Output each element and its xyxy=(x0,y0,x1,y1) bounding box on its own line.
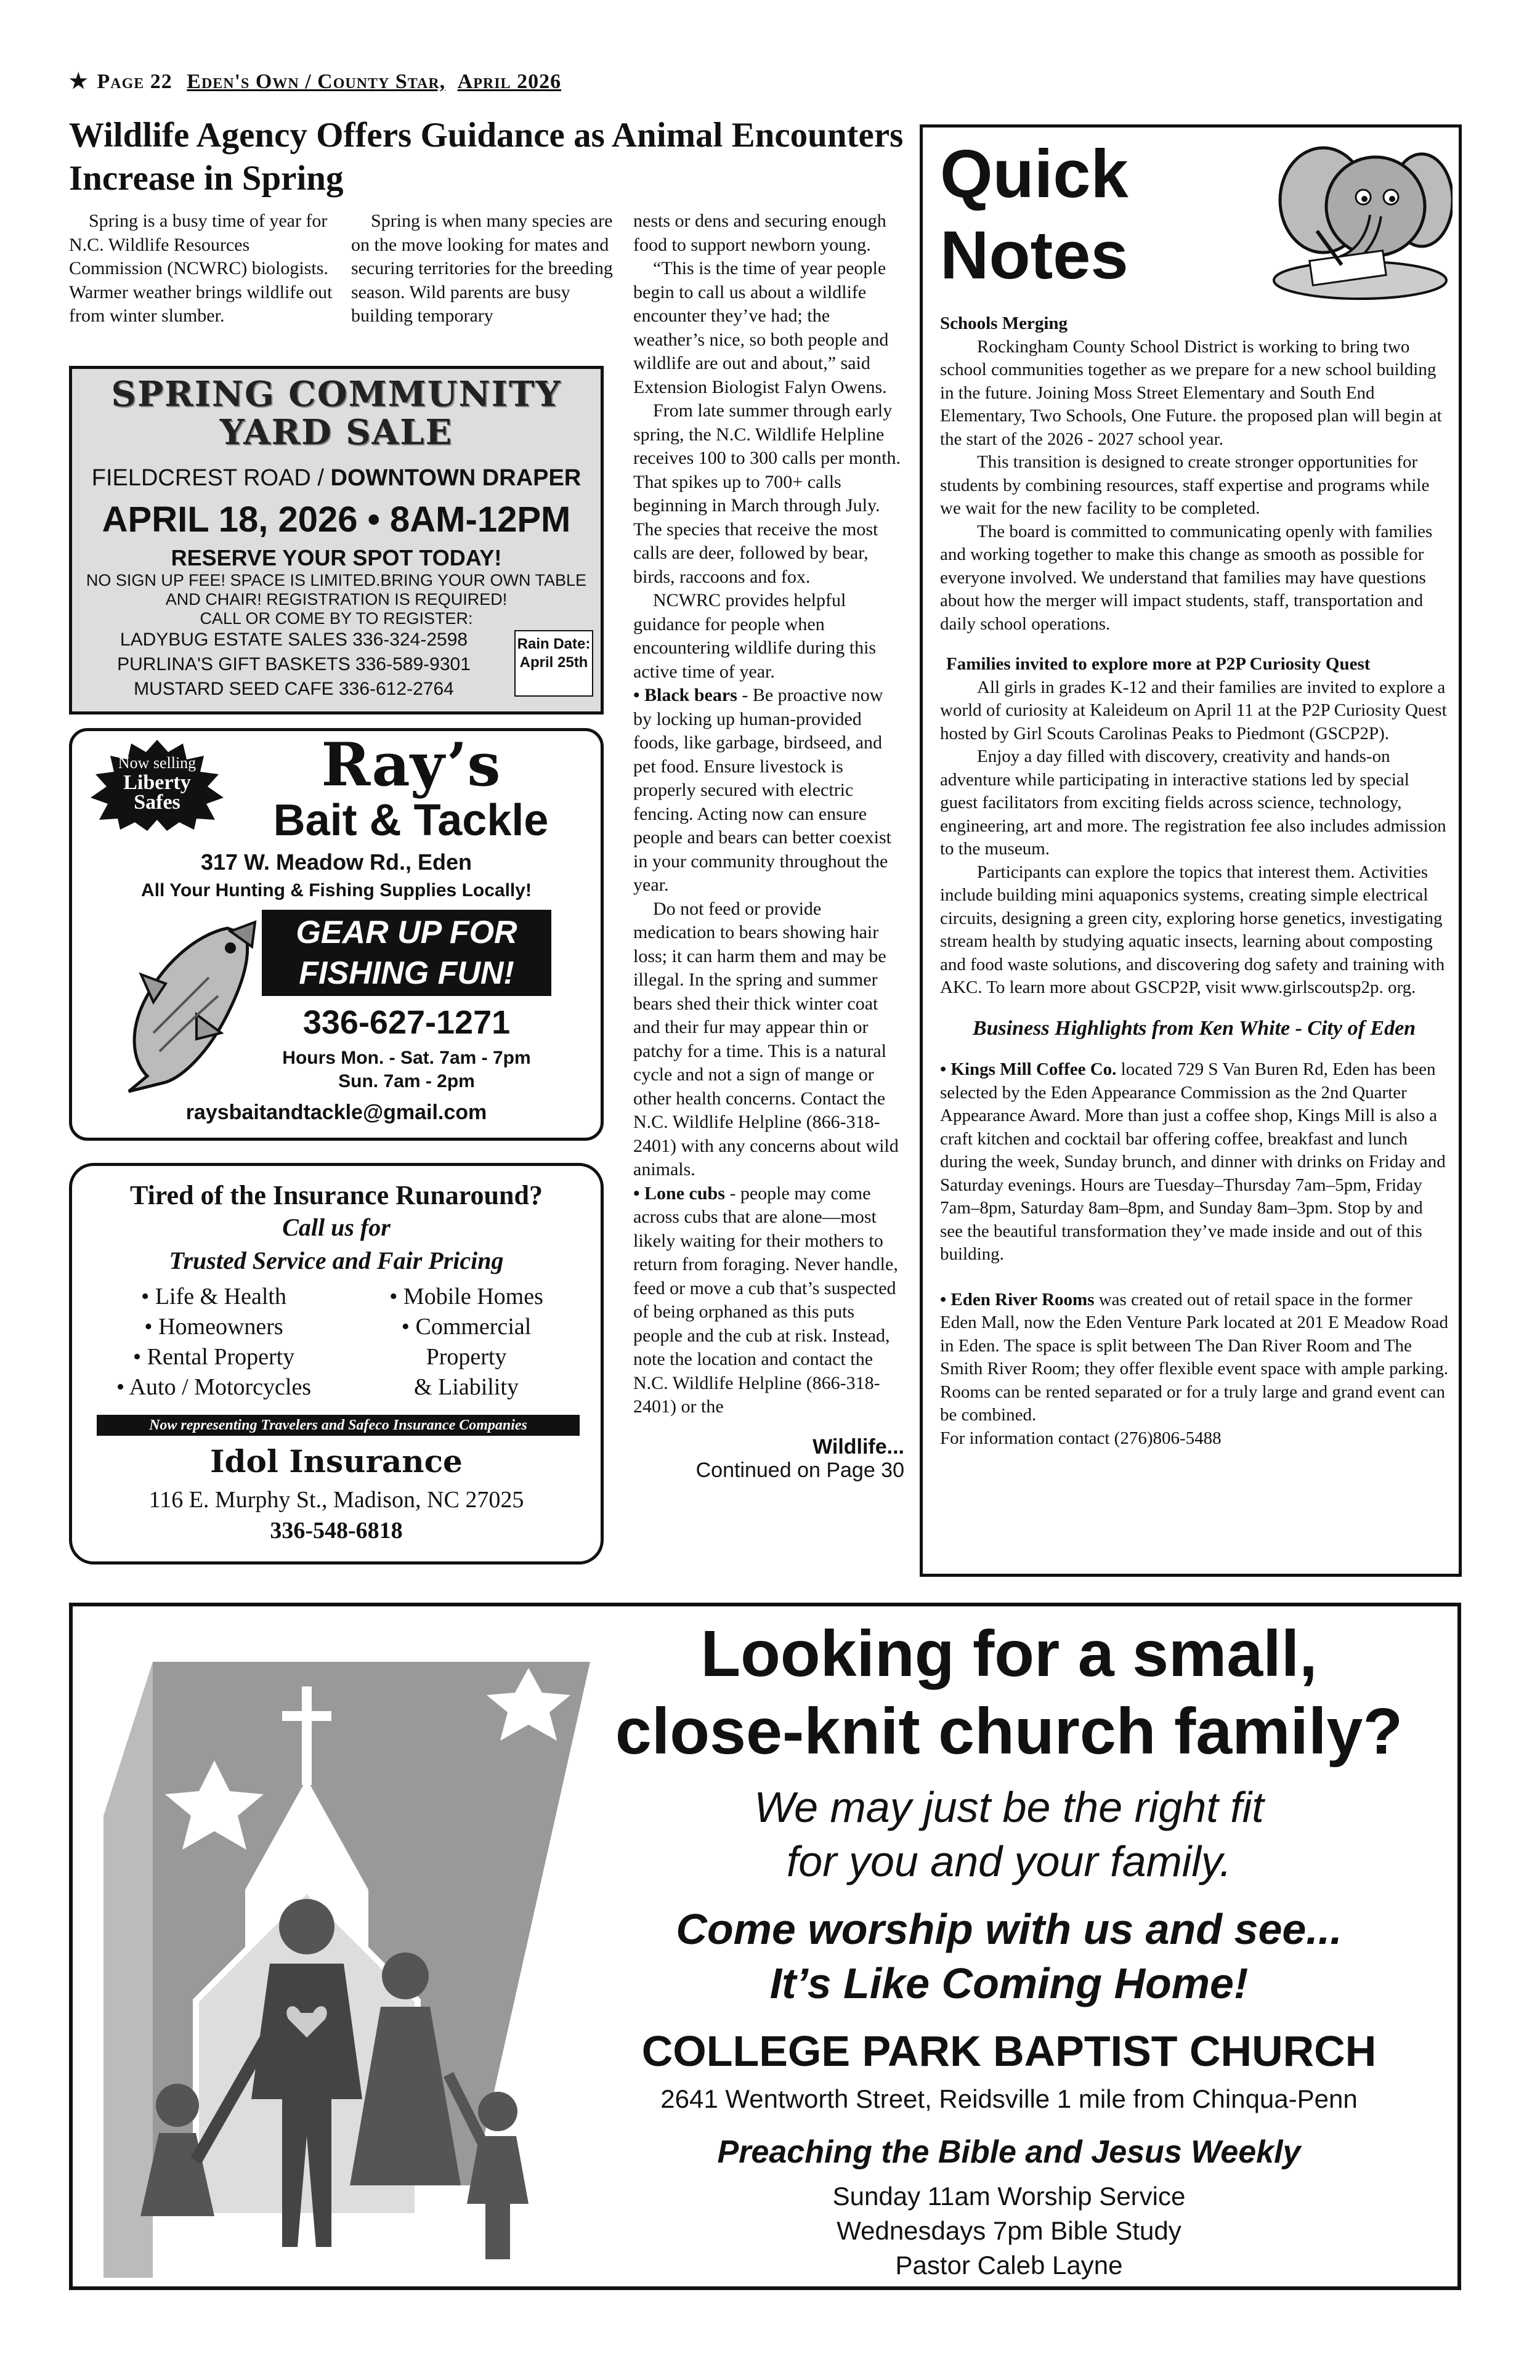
article-column-2 xyxy=(351,209,616,328)
church-address: 2641 Wentworth Street, Reidsville 1 mile from Chinqua-Penn xyxy=(660,2084,1358,2113)
title-line: Quick xyxy=(940,136,1129,212)
quest-heading: Families invited to explore more at P2P Curiosity Quest xyxy=(946,654,1371,674)
page-number: Page 22 xyxy=(97,70,172,93)
rain-date-box xyxy=(514,630,593,697)
badge-text xyxy=(83,753,231,812)
insurance-sub-1: Call us for xyxy=(282,1213,391,1241)
rays-bait-tackle-ad xyxy=(69,728,604,1141)
spacer xyxy=(940,1040,1448,1058)
schools-heading: Schools Merging xyxy=(940,314,1068,333)
insurance-address: 116 E. Murphy St., Madison, NC 27025 xyxy=(148,1487,524,1513)
gear-up-banner xyxy=(262,910,551,996)
rays-hours xyxy=(262,1046,551,1093)
article-paragraph: Spring is a busy time of year for N.C. Wildlife Resources Commission (NCWRC) biologists. Warmer weather brings wildlife out from winter slumber. xyxy=(69,211,333,326)
article-paragraph: Spring is when many species are on the move looking for mates and securing territories for the breeding season. Wild parents are busy building temporary xyxy=(351,211,613,326)
title-line: Notes xyxy=(940,217,1129,293)
hours-line: Hours Mon. - Sat. 7am - 7pm xyxy=(282,1048,531,1068)
publication-name: Eden's Own / County Star, xyxy=(187,70,446,93)
contact-line: PURLINA'S GIFT BASKETS 336-589-9301 xyxy=(117,654,471,674)
note-paragraph: All girls in grades K-12 and their families are invited to explore a world of curiosity at Kaleideum on April 11 at the P2P Curiosity Quest hosted by Girl Scouts Carolinas Peaks to Piedmont (GSCP2P). xyxy=(940,677,1447,743)
rays-title: Ray’s xyxy=(321,730,501,799)
worship-line: Come worship with us and see... xyxy=(676,1905,1342,1953)
article-paragraph: NCWRC provides helpful guidance for people when encountering wildlife during this active time of year. xyxy=(633,590,877,682)
article-column-1 xyxy=(69,209,334,328)
eden-lead: • Eden River Rooms xyxy=(940,1289,1095,1309)
bears-text: - Be proactive now by locking up human-provided foods, like garbage, birdseed, and pet food. Ensure livestock is properly secured with electric fencing. Acting now can ensure people and bears can better coexist in your community throughout the year. xyxy=(633,685,891,895)
article-paragraph-cubs xyxy=(633,1182,904,1419)
article-paragraph-bears xyxy=(633,684,904,897)
note-paragraph: Enjoy a day filled with discovery, creativity and hands-on adventure while participating in interactive stations led by special guest facilitators from exciting fields across science, technology, engineering, art and more. The registration fee also includes admission to the museum. xyxy=(940,747,1446,859)
church-preaching: Preaching the Bible and Jesus Weekly xyxy=(717,2134,1301,2170)
eden-contact: For information contact (276)806-5488 xyxy=(940,1428,1222,1448)
note-paragraph: Participants can explore the topics that interest them. Activities include building mini aquaponics systems, creating simple electrical circuits, designing a green city, exploring horse genetics, investigating stream health by studying aquatic insects, learning about composting and food waste solutions, and discovering dog safety and training with AKC. To learn more about GSCP2P, visit www.girlscoutsp2p. org. xyxy=(940,862,1445,997)
gear-line: GEAR UP FOR xyxy=(296,915,517,950)
issue-date: April 2026 xyxy=(457,70,562,93)
rays-address: 317 W. Meadow Rd., Eden xyxy=(200,849,472,875)
church-ad xyxy=(69,1603,1461,2290)
kings-mill-note xyxy=(940,1058,1448,1266)
church-headline xyxy=(578,1615,1440,1770)
kings-lead: • Kings Mill Coffee Co. xyxy=(940,1059,1117,1079)
worship-line: It’s Like Coming Home! xyxy=(769,1959,1249,2007)
contact-line: LADYBUG ESTATE SALES 336-324-2598 xyxy=(120,629,468,650)
yard-sale-info-3: CALL OR COME BY TO REGISTER: xyxy=(200,609,473,628)
pastor-line: Pastor Caleb Layne xyxy=(895,2251,1123,2280)
article-paragraph: From late summer through early spring, the N.C. Wildlife Helpline receives 100 to 300 calls per month. That spikes up to 700+ calls beginning in March through July. The species that receive the most calls are deer, followed by bear, birds, raccoons and fox. xyxy=(633,400,901,587)
schedule-line: Wednesdays 7pm Bible Study xyxy=(837,2216,1181,2245)
badge-line: Safes xyxy=(134,791,180,814)
yard-sale-date: APRIL 18, 2026 • 8AM-12PM xyxy=(102,500,571,540)
page-header xyxy=(69,69,561,94)
rays-phone: 336-627-1271 xyxy=(302,1004,511,1041)
insurance-list-right xyxy=(343,1282,590,1402)
rays-tagline: All Your Hunting & Fishing Supplies Locally! xyxy=(141,880,532,901)
article-paragraph: nests or dens and securing enough food to support newborn young. xyxy=(633,211,886,255)
rain-label: Rain Date: xyxy=(517,636,591,652)
spacer xyxy=(940,1000,1448,1017)
article-paragraph: Do not feed or provide medication to bears showing hair loss; it can harm them and may be illegal. In the spring and summer bears shed their thick winter coat and their fur may appear thin or patchy for a time. This is a natural cycle and not a sign of mange or other health concerns. Contact the N.C. Wildlife Helpline (866-318-2401) with any concerns about wild animals. xyxy=(633,898,899,1180)
insurance-phone: 336-548-6818 xyxy=(270,1518,403,1544)
cubs-text: - people may come across cubs that are alone—most likely waiting for their mothers to return from foraging. Never handle, feed or move a cub that’s suspected of being orphaned as this puts people and the cub at risk. Instead, note the location and contact the N.C. Wildlife Helpline (866-318-2401) or the xyxy=(633,1183,898,1417)
article-column-3 xyxy=(633,209,904,1483)
quick-notes-body xyxy=(940,312,1448,1450)
idol-insurance-ad xyxy=(69,1163,604,1564)
insurance-name: Idol Insurance xyxy=(210,1443,463,1479)
headline-line: close-knit church family? xyxy=(615,1695,1403,1768)
list-item: • Mobile Homes xyxy=(389,1284,543,1309)
star-icon: ★ xyxy=(69,70,89,93)
list-item: • Homeowners xyxy=(144,1314,283,1340)
note-paragraph: The board is committed to communicating openly with families and working together to make this change as smooth as possible for everyone involved. We understand that families may have questions about how the merger will impact students, staff, transportation and daily school operations. xyxy=(940,521,1433,634)
yard-sale-ad xyxy=(69,366,604,714)
schedule-line: Sunday 11am Worship Service xyxy=(832,2182,1186,2211)
note-paragraph: Rockingham County School District is working to bring two school communities together as we prepare for a new school building in the future. Joining Moss Street Elementary and South End Elementary, Two Schools, One Future. the proposed plan will begin at the start of the 2026 - 2027 school year. xyxy=(940,336,1442,449)
list-item: • Life & Health xyxy=(141,1284,286,1309)
invite-line: for you and your family. xyxy=(786,1837,1232,1885)
liberty-safes-badge xyxy=(83,739,231,831)
quick-notes-box xyxy=(920,124,1462,1577)
yard-sale-title: SPRING COMMUNITY YARD SALE xyxy=(111,374,562,453)
article-headline: Wildlife Agency Offers Guidance as Animal Encounters Increase in Spring xyxy=(69,116,904,198)
bears-lead: • Black bears xyxy=(633,685,737,705)
continued-word: Wildlife... xyxy=(813,1435,904,1459)
list-item: • Commercial xyxy=(401,1314,532,1340)
yard-sale-info-2: AND CHAIR! REGISTRATION IS REQUIRED! xyxy=(165,590,508,609)
quick-notes-title xyxy=(940,134,1129,296)
continued-page: Continued on Page 30 xyxy=(695,1459,904,1482)
fish-illustration xyxy=(104,910,270,1095)
yard-sale-reserve: RESERVE YOUR SPOT TODAY! xyxy=(171,545,502,570)
list-item: • Auto / Motorcycles xyxy=(116,1374,312,1400)
yard-sale-info-1: NO SIGN UP FEE! SPACE IS LIMITED.BRING YOUR OWN TABLE xyxy=(86,571,587,589)
insurance-sub-2: Trusted Service and Fair Pricing xyxy=(169,1247,504,1274)
location-a: FIELDCREST ROAD / xyxy=(91,465,331,491)
church-schedule xyxy=(578,2179,1440,2283)
article-paragraph: “This is the time of year people begin to call us about a wildlife encounter they’ve had; the weather’s nice, so both people and wildlife are out and about,” said Extension Biologist Falyn Owens. xyxy=(633,258,889,397)
gear-line: FISHING FUN! xyxy=(299,955,514,991)
church-invite xyxy=(578,1780,1440,1888)
rain-date: April 25th xyxy=(519,654,588,671)
yard-sale-location xyxy=(72,465,601,492)
eden-text: was created out of retail space in the former Eden Mall, now the Eden Venture Park located at 201 E Meadow Road in Eden. The space is split between The Dan River Room and The Smith River Room; they offer flexible event space with ample parking. Rooms can be rented separated or for a truly large and grand event can be combined. xyxy=(940,1289,1448,1425)
hours-line: Sun. 7am - 2pm xyxy=(338,1071,475,1091)
list-item: & Liability xyxy=(414,1374,519,1400)
church-family-illustration xyxy=(103,1631,627,2278)
insurance-list-left xyxy=(84,1282,343,1402)
elephant-writing-icon xyxy=(1255,139,1453,305)
eden-river-note xyxy=(940,1289,1448,1427)
church-come-worship xyxy=(578,1902,1440,2010)
invite-line: We may just be the right fit xyxy=(754,1783,1264,1831)
badge-line: Liberty xyxy=(123,771,191,794)
insurance-companies-bar: Now representing Travelers and Safeco Insurance Companies xyxy=(97,1415,580,1436)
continued-notice xyxy=(633,1435,904,1483)
cubs-lead: • Lone cubs xyxy=(633,1183,725,1204)
spacer xyxy=(940,636,1448,653)
rays-email: raysbaitandtackle@gmail.com xyxy=(185,1101,487,1124)
list-item: • Rental Property xyxy=(132,1344,295,1370)
yard-sale-contacts xyxy=(97,628,540,702)
church-name: COLLEGE PARK BAPTIST CHURCH xyxy=(641,2027,1377,2075)
note-paragraph: This transition is designed to create stronger opportunities for students by combining resources, staff expertise and programs while we wait for the new facility to be completed. xyxy=(940,452,1430,518)
insurance-headline: Tired of the Insurance Runaround? xyxy=(130,1180,543,1210)
contact-line: MUSTARD SEED CAFE 336-612-2764 xyxy=(134,679,454,699)
list-item: Property xyxy=(426,1344,507,1370)
spacer xyxy=(940,1266,1448,1289)
headline-line: Looking for a small, xyxy=(700,1617,1318,1690)
kings-text: located 729 S Van Buren Rd, Eden has been selected by the Eden Appearance Commission as the 2nd Quarter Appearance Award. More than just a coffee shop, Kings Mill is also a craft kitchen and cocktail bar offering coffee, breakfast and lunch during the week, Sunday brunch, and dinner with drinks on Friday and Saturday evenings. Hours are Tuesday–Thursday 7am–5pm, Friday 7am–8pm, Saturday 8am–8pm, and Sunday 8am–3pm. Stop by and see the beautiful transformation they’ve made inside and out of this building. xyxy=(940,1059,1446,1264)
badge-line: Now selling xyxy=(118,754,197,772)
business-heading: Business Highlights from Ken White - City of Eden xyxy=(972,1016,1416,1040)
rays-subtitle: Bait & Tackle xyxy=(273,796,549,845)
location-b: DOWNTOWN DRAPER xyxy=(330,465,582,491)
